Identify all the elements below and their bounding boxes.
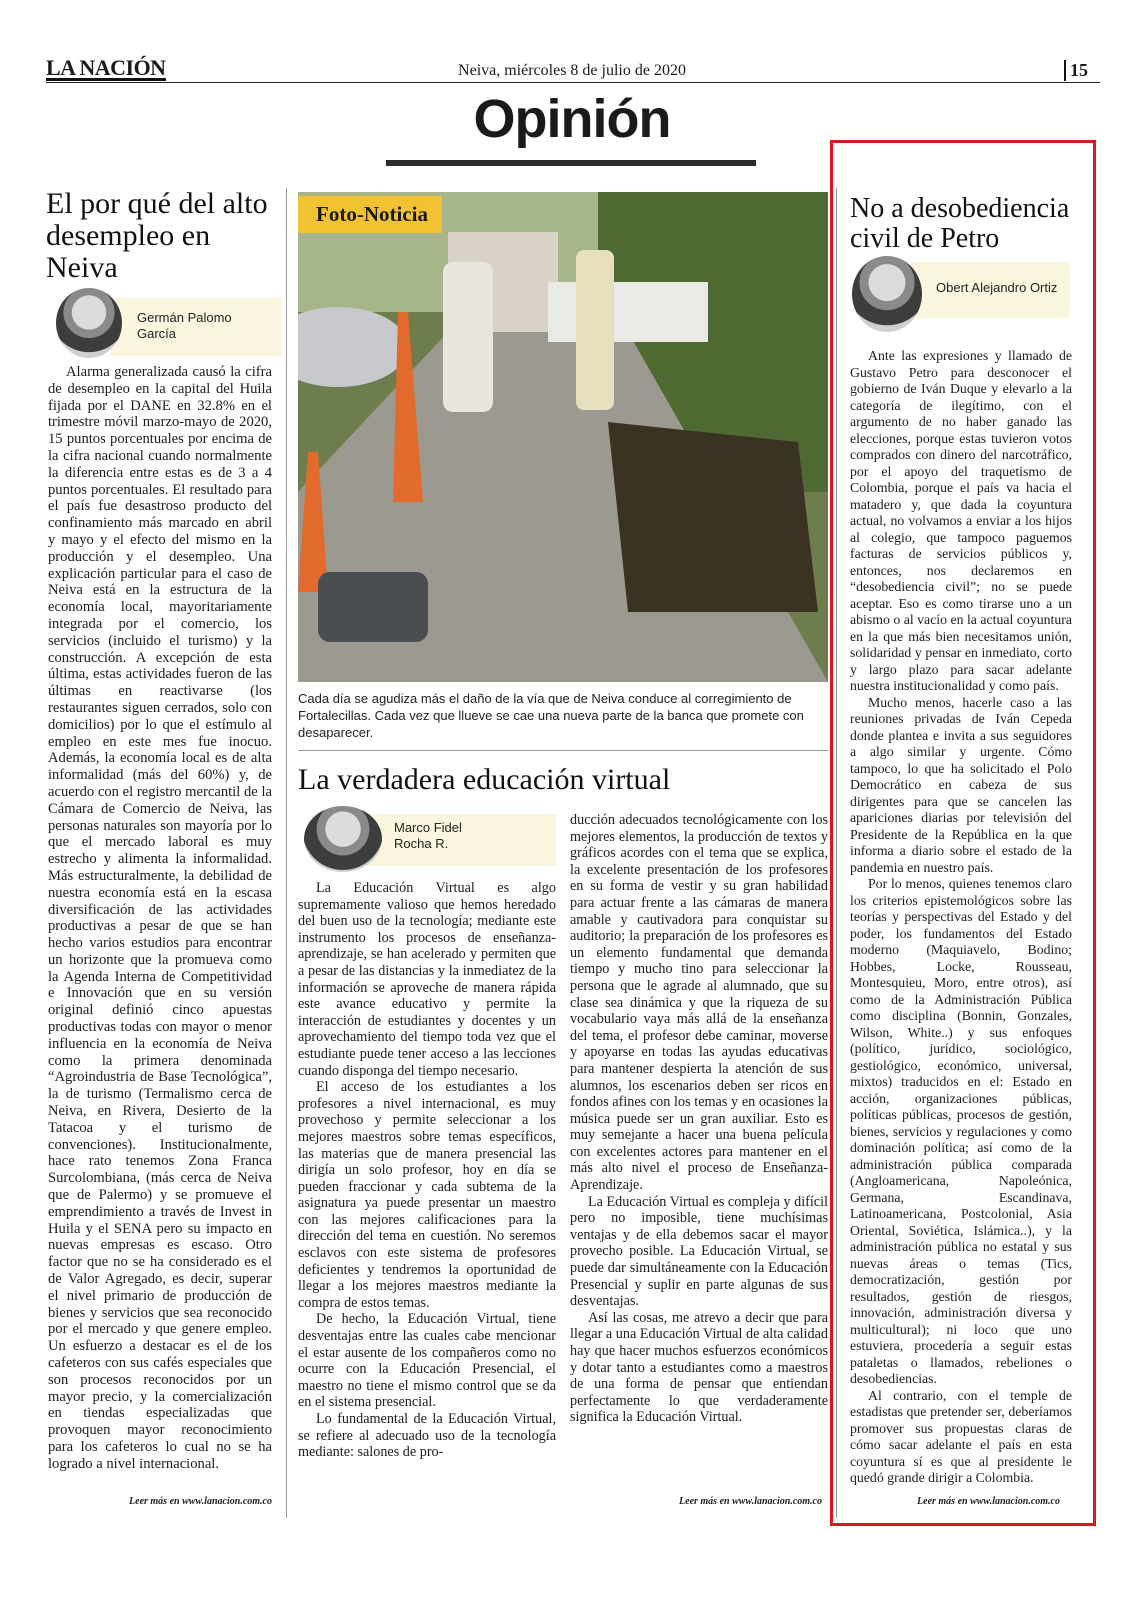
left-author-name: Germán Palomo García bbox=[137, 310, 232, 341]
right-author-name: Obert Alejandro Ortiz bbox=[936, 280, 1058, 295]
left-article-headline: El por qué del alto desempleo en Neiva bbox=[46, 187, 268, 284]
right-article-body bbox=[850, 348, 1072, 1494]
middle-author-name: Marco Fidel Rocha R. bbox=[394, 820, 462, 851]
photo-news-tag: Foto-Noticia bbox=[298, 196, 442, 233]
right-author-avatar bbox=[852, 256, 922, 332]
news-photo bbox=[298, 192, 828, 682]
photo-rule bbox=[298, 750, 828, 751]
middle-paragraph: La Educación Virtual es algo supremamente valioso que hemos heredado del buen uso de la tecnología; mediante este instrumento los procesos de enseñanza-aprendizaje, se han acelerado y permiten que a pesar de las distancias y la inmediatez de la información se aproveche de manera rápida este avance educativo y permite la interacción de estudiantes y docentes y un aprovechamiento del tiempo toda vez que el estudiante puede tener acceso a las lecciones cuando disponga del tiempo necesario. bbox=[298, 880, 556, 1079]
photo-person-standing bbox=[576, 250, 614, 410]
photo-sinkhole bbox=[608, 422, 818, 612]
photo-barrier-base bbox=[318, 572, 428, 642]
right-paragraph: Mucho menos, hacerle caso a las reuniones privadas de Iván Cepeda donde plantea e invita a sus seguidores a algo similar y urgente. Cómo tampoco, lo que ha solicitado el Polo Democrático en cabeza de sus dirigentes para que se cancelen las apariciones diarias por televisión del Presidente de la República en la que informa a diario sobre el estado de la pandemia en nuestro país. bbox=[850, 694, 1072, 875]
middle-read-more-link[interactable]: Leer más en www.lanacion.com.co bbox=[679, 1496, 822, 1507]
section-title: Opinión bbox=[473, 89, 671, 149]
left-read-more-link[interactable]: Leer más en www.lanacion.com.co bbox=[129, 1496, 272, 1507]
page-number: 15 bbox=[1064, 60, 1088, 81]
middle-paragraph: Lo fundamental de la Educación Virtual, se refiere al adecuado uso de la tecnología mediante: salones de pro- bbox=[298, 1411, 556, 1461]
road-damage-photo bbox=[298, 192, 828, 682]
middle-article-headline: La verdadera educación virtual bbox=[298, 763, 671, 796]
left-author-avatar bbox=[56, 288, 122, 358]
newspaper-logo: LA NACIÓN bbox=[46, 55, 166, 80]
right-read-more-link[interactable]: Leer más en www.lanacion.com.co bbox=[917, 1496, 1060, 1507]
middle-paragraph: De hecho, la Educación Virtual, tiene desventajas entre las cuales cabe mencionar el estar ausente de los compañeros como no ocurre con la Educación Presencial, el maestro no tiene el mismo control que se da en el sistema presencial. bbox=[298, 1311, 556, 1411]
top-rule bbox=[46, 82, 1100, 83]
middle-paragraph: ducción adecuados tecnológicamente con los mejores elementos, la producción de textos y gráficos acordes con el tema que se explica, la excelente presentación de los profesores en su forma de vestir y su gran habilidad para actuar frente a las cámaras de manera amable y cautivadora para conquistar su auditorio; la preparación de los profesores es un elemento fundamental que demanda tiempo y mucho tino para seleccionar la persona que le agrade al alumnado, que su clase sea dinámica y que la riqueza de su vocabulario vaya más allá de la enseñanza del tema, el profesor debe caminar, moverse y apoyarse en todas las ayudas educativas para mantener despierta la atención de sus alumnos, los escenarios deben ser ricos en fondos afines con los temas y en ocasiones la música puede ser un gran auxiliar. Esto es muy semejante a hacer una buena película con excelentes actores para mantener en el más alto nivel el proceso de Enseñanza-Aprendizaje. bbox=[570, 812, 828, 1194]
middle-paragraph: La Educación Virtual es compleja y difícil pero no imposible, tiene muchísimas ventajas y de ella debemos sacar el mayor provecho posible. La Educación Virtual, se puede dar simultáneamente con la Educación Presencial y suplir en parte algunas de sus desventajas. bbox=[570, 1193, 828, 1310]
middle-paragraph: Así las cosas, me atrevo a decir que para llegar a una Educación Virtual de alta calidad hay que hacer muchos esfuerzos económicos y dotar tanto a estudiantes como a maestros de una forma de pensar que entiendan perfectamente lo que verdaderamente significa la Educación Virtual. bbox=[570, 1309, 828, 1426]
column-divider-left bbox=[286, 188, 287, 1518]
dateline: Neiva, miércoles 8 de julio de 2020 bbox=[458, 62, 686, 79]
photo-caption: Cada día se agudiza más el daño de la vía que de Neiva conduce al corregimiento de Fortalecillas. Cada vez que llueve se cae una nueva parte de la banca que promete con desaparecer. bbox=[298, 691, 804, 740]
right-paragraph: Al contrario, con el temple de estadistas que pretender ser, deberíamos promover sus propuestas claras de cómo sacar adelante el país en esta coyuntura sí es que al presidente le quedó grande dirigir a Colombia. bbox=[850, 1387, 1072, 1485]
middle-article-column-1 bbox=[298, 880, 556, 1510]
middle-article-column-2 bbox=[570, 812, 828, 1502]
right-paragraph: Ante las expresiones y llamado de Gustavo Petro para desconocer el gobierno de Iván Duque y elevarlo a la categoría de ilegítimo, con el argumento de no haber ganado las elecciones, porque estas tuvieron votos comprados con dinero del narcotráfico, por el apoyo del traquetismo de Colombia, porque el país va hacia el matadero y, que dada la coyuntura actual, no volvamos a enviar a los hijos al colegio, que tampoco paguemos facturas de servicios públicos y, entonces, nos declaremos en “desobediencia civil”; no se puede aceptar. Eso es como tirarse uno a un abismo o al vacío en la actual coyuntura en la que más bien necesitamos unión, solidaridad y pensar en inmediato, corto y largo plazo para sacar adelante nuestra institucionalidad y como país. bbox=[850, 348, 1072, 693]
left-article-body bbox=[48, 364, 272, 1494]
middle-paragraph: El acceso de los estudiantes a los profesores a nivel internacional, es muy provechoso y permite seleccionar a los mejores maestros sobre temas específicos, las materias que de manera presencial las dirigía un solo profesor, hoy en día se pueden fraccionar y cada subtema de la asignatura ya puede presentar un maestro con las mejores calificaciones para la dirección del tema en cuestión. No seremos esclavos con este sistema de profesores deficientes y tendremos la oportunidad de llegar a los mejores maestros mediante la compra de estos temas. bbox=[298, 1079, 556, 1311]
right-paragraph: Por lo menos, quienes tenemos claro los criterios epistemológicos sobre las teorías y perspectivas del Estado y del poder, los fundamentos del Estado moderno (Maquiavelo, Bodino; Hobbes, Locke, Rousseau, Montesquieu, Moro, entre otros), así como de la Administración Pública como disciplina (Bonnin, Gonzales, Wilson, White..) y sus enfoques (político, jurídico, sociológico, gestiológico, económico, universal, mixtos) traducidos en el: Estado en acción, organizaciones públicas, políticas públicas, procesos de gestión, bienes, servicios y regulaciones y como dominación política; así como de la administración pública comparada (Angloamericana, Napoleónica, Germana, Escandinava, Latinoamericana, Postcolonial, Asia Oriental, Soviética, Islámica..), y la administración pública no estatal y sus nuevas áreas o temas (Tics, democratización, gestión por resultados, gestión de riesgos, innovación, administración diversa y multicultural); ni loco que uno estuviera, procedería a seguir estas pataletas o llamados, rebeliones o desobediencias. bbox=[850, 876, 1072, 1386]
section-rule bbox=[386, 160, 756, 166]
right-article-headline: No a desobediencia civil de Petro bbox=[850, 193, 1070, 254]
photo-barrier bbox=[548, 282, 708, 342]
left-article-paragraph: Alarma generalizada causó la cifra de desempleo en la capital del Huila fijada por el DANE en 32.8% en el trimestre móvil marzo-mayo de 2020, 15 puntos porcentuales por encima de la cifra nacional cuando normalmente la diferencia entre estas es de 3 a 4 puntos porcentuales. El resultado para el país fue desastroso producto del confinamiento más marcado en abril y mayo y el efecto del mismo en la producción y el desempleo. Una explicación particular para el caso de Neiva está en la estructura de la economía local, mayoritariamente integrada por el comercio, los servicios (incluido el turismo) y la construcción. A excepción de esta última, estas actividades fueron de las últimas en reactivarse (los restaurantes siguen cerrados, solo con domicilios) por lo que el estímulo al empleo en este mes fue inocuo. Además, la economía local es de alta informalidad (más del 60%) y, de acuerdo con el registro mercantil de la Cámara de Comercio de Neiva, las personas naturales son mayoría por lo que el mercado laboral es muy estrecho y alimenta la informalidad. Más estructuralmente, la debilidad de nuestra economía está en la escasa diversificación de las actividades productivas a pesar de que se han hecho varios estudios para encontrar un horizonte que la promueva como la Agenda Interna de Competitividad e Innovación que en su versión original definió cinco apuestas productivas todas con mayor o menor influencia en la economía de Neiva como la primera denominada “Agroindustria de Base Tecnológica”, la de turismo (Termalismo cerca de Neiva, en Rivera, Desierto de la Tatacoa y el turismo de convenciones). Institucionalmente, hace rato tenemos Zona Franca Surcolombiana, (más cerca de Neiva que de Palermo) y se promueve el emprendimiento a través de Invest in Huila y el SENA pero su impacto en nuevas empresas es escaso. Otro factor que no se ha considerado es el de Valor Agregado, es decir, superar el nivel primario de producción de bienes y servicios que sea reconocido por el mercado y que genere empleo. Un esfuerzo a destacar es el de los cafeteros con sus cafés especiales que son procesos reconocidos por un mayor precio, y la comercialización en tiendas especializadas que provoquen mayor reconocimiento para los cafeteros lo cual no se ha logrado a nivel internacional. bbox=[48, 364, 272, 1472]
photo-motorcyclist bbox=[443, 262, 493, 412]
middle-author-avatar bbox=[304, 806, 382, 872]
